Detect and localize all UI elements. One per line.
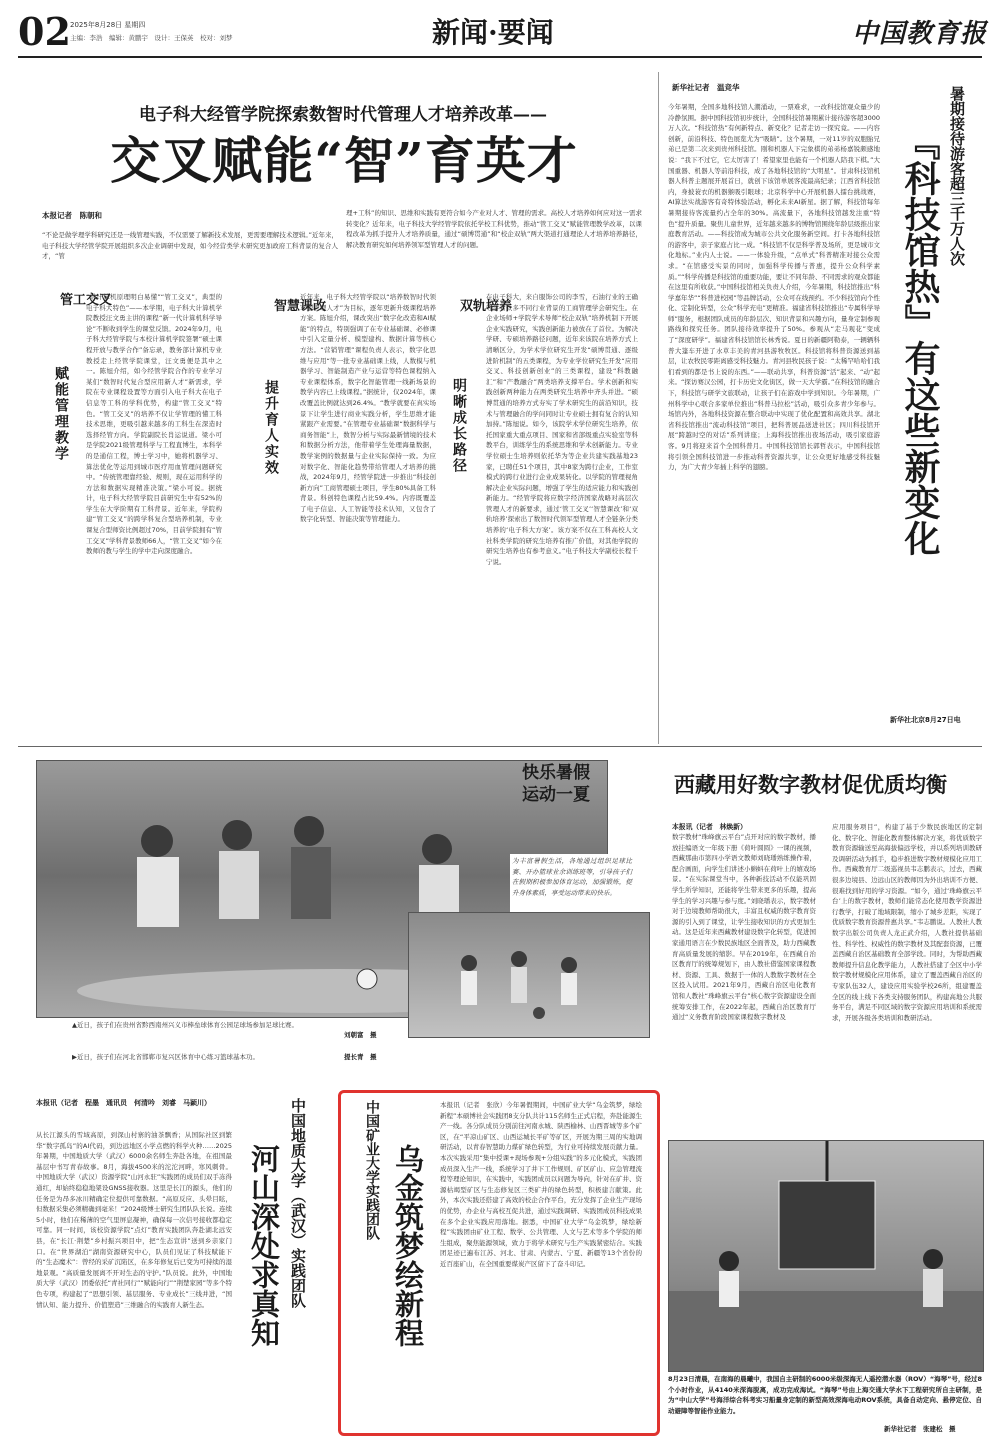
player-shirt — [291, 847, 331, 919]
rov-frame — [779, 1181, 875, 1269]
section-title: 新闻·要闻 — [432, 16, 554, 49]
lead-kicker: 电子科大经管学院探索数智时代管理人才培养改革—— — [139, 105, 547, 125]
rov-caption: 8月23日清晨，在南海的晨曦中，我国自主研制的6000米级深海无人遥控潜水器（ROV）“海琴”号，经过8个小时作业，从4140米深海脱离，成功完成海试。“海琴”号由上海交通大学水下工程研究所自主研制，是为“中山大学”号海洋综合科考实习船量身定制的新型高效深海电动ROV系统，具备自动定向、悬停定位、自动避障等智能作业能力。 — [668, 1375, 982, 1415]
sub3-body: 在电子科大，来自服饰公司的李雪，石油行业的王确等学者众多不同行业背景的工商管理学会研究生。在企业场师+学院学术导师“校企双轨”培养机制下开展企业实践研究，实践创新能力被放在了首位。为解决学研、专硕培养路径问题，近年来该院在培养方式上清晰区分，为学术学位研究生开发“硕博贯通、逐级进阶机制”的五类课程，为专业学位研究生开发“应用交叉、科技创新创业”的三类课程，建设“科教融汇”和“产教融合”两类培养支撑平台。学术创新和实践创新两种能力在两类研究生培养中齐头并进。“硕博贯通的培养方式夯实了学术研究生的前沿知识，技术与管理融合的学问同时让专业硕士拥有复合的认知加持。”陈旭说。如今，该院学术学位研究生培养，依托国家重大重点项目、国家和省部级重点实验室等科教平台，训练学生的系统思维和学术创新能力。专业学位硕士生培养则依托华为等企业共建实践基地23家，已聘任51个项目，其中8家为跨行企业，工作室模式的跨行业进行企业成果转化。以学院的管理视角解决企业实际问题，增强了学生的适应能力和实践创新能力。“经管学院将应数字经济国家战略对高层次管理人才的新要求，通过‘管工交叉’‘智慧课改’和‘双轨培养’探索出了数智时代领军型管理人才全链条分类培养的‘电子科大方案’。该方案不仅在工科高校人文社科类学院的研究生培养有推广价值，对其他学院的研究生培养也有参考意义。”电子科技大学副校长程千宁说。 — [486, 293, 638, 566]
tibet-body-right: 应用服务项目”，构建了基于少数民族地区的定制化、数字化、智能化教育整体解决方案，将优质数字教育资源输送至高海拔偏远学校，并以系列培训教研及调研活动为抓手，稳步推进数字教材规模化应用工作。西藏教育厅二级巡视员韦志鹏表示，过去，西藏很多边境县、边远山区的教师因为外出培训不方便、很难找到好用的学习资源。“如今，通过‘珠峰旗云平台’上的数字教材，教师们能常态化使用教学资源进行教学，打破了地域限制，缩小了城乡差距，实现了优质数字教育资源普惠共享。”韦志鹏说。人教社人教数字出版公司负责人龙正武介绍，人教社提供基础性、科学性、权威性的数字教材及其配套资源，已覆盖西藏自治区基础教育全部学段。同时，为帮助西藏教师提升信息化教学能力，人教社搭建了全区中小学数字教材规模化应用体系，建立了覆盖西藏自治区的专家队伍32人，建设应用实验学校26所，组建覆盖全区的线上线下各类支持服务团队，构建高地公共服务平台，满足不同区域的数字资源应用培训和系统需求，开展各级各类培训和教研活动。 — [832, 823, 982, 1022]
sub3-title: 明晰成长路径 — [451, 378, 467, 474]
sub1-body: “讲计算机原理明白易懂”“管工交叉”，典型的电子科大特色”——本学期，电子科大计算机学院教授汪文勇主讲的课程“新一代计算机科学导论”不断收到学生的课堂反馈。2024年9月，电子科大经管学院与本校计算机学院签署“硕士课程开放与教学合作”备忘录，教务部计算机专业教授走上经管学院课堂，汪文勇便是其中之一。陈旭介绍，如今经管学院合作的专业学习某们“数智时代复合型应用新人才”新需求，学院在专业课程设置等方面引入电子科大在电子信息等工科的学科优势，构建“管工交叉”特色。“管工交叉”的培养不仅让学管理的懂工科技术思维，更吸引越来越多的工科生在深造时选择经管方向。学院副院长肖运说道。梁小可是学院2021级管理科学与工程直博生，本科学的是通信工程，博士学习中，她将机器学习、算法优化等运用到城市医疗用血管理问题研究中。“传统管理靠经验、规则，现在运用科学的方法和数据实现精准决策。”梁小可说。据统计，电子科大经管学院目前研究生中有52%的学生在大学阶期有工科背景。近年来，学院构建“管工交叉”的跨学科复合型培养机制，专业课复合型师资比例超过70%，目前学院拥有“管工交叉”学科背景教师66人，“管工交叉”如今在教师的教与学生的学中走向深度融合。 — [86, 293, 222, 556]
sub2-title: 提升育人实效 — [263, 380, 279, 476]
date-text: 2025年8月28日 — [70, 21, 123, 29]
player-head — [294, 816, 324, 846]
sub1-body-cont — [36, 518, 222, 678]
photo-feature-title-2: 运动一夏 — [522, 785, 590, 805]
photo-feature-caption: 为丰富暑假生活，各地通过组织足球比赛、开办篮球业余训练班等，引导孩子们在假期积极参加体育运动，加强锻炼，提升身体素质，享受运动带来的快乐。 — [510, 854, 634, 922]
cumt-headline: 乌金筑梦绘新程 — [391, 1144, 425, 1347]
football-ball — [357, 969, 377, 989]
page-number: 02 — [18, 9, 71, 54]
photo-credit-top: 刘朝富 摄 — [344, 1031, 377, 1039]
right-byline: 新华社记者 温竞华 — [672, 83, 740, 92]
right-kicker: 暑期接待游客超三千万人次 — [948, 86, 966, 266]
sub1-title: 赋能管理教学 — [53, 366, 69, 462]
sub1-tag: 管工交叉 — [60, 293, 113, 308]
player-head — [422, 834, 452, 864]
photo-caption-top — [72, 1020, 404, 1030]
weekday-text: 星期四 — [124, 21, 146, 29]
player-head — [141, 825, 173, 857]
basketball-kids-graphic — [409, 913, 649, 1037]
wuhan-body: 从长江源头的雪域高原，到深山村寨的油茶飘香；从国际社区到繁华“数字孤岛”的AI代码，到边远地区小学点燃的科学火种……2025年暑期，中国地质大学（武汉）6000余名师生奔赴各地，在祖国最基层中书写青春故事。8月，海拔4500米的沱沱河畔，寒风刺骨。中国地质大学（武汉）资源学院“山河永驻”实践团的成员们双手冻得通红，却始终稳稳地架设GNSS接收器。这里是长江的源头，他们的任务是为昂多冰川精确定位提供可靠数据。“高原反应、头晕目眩，但数据采集必须精确到毫米！”2024级博士研究生团队队长说。连续5小时，他们在稀薄的空气里屏息凝神，确保每一次信号接收都稳定可靠。同一时间，该校资源学院“点灯”教育实践团队奔赴湖北远安县，在“长江·荆楚”乡村振兴项目中，把“生态宣讲”送到乡亲家门口。在“世界湖泊”湖南资源研究中心，队员们见证了科技赋能下的“生态魔术”：曾经的采矿沉陷区，在多年修复后已变为可持续的湿地景观。“高质量发展离不开对生态的守护。”队员说。此外，中国地质大学（武汉）团委依托“青社同行”“赋能向行”“荆楚家园”等多个特色专项，构建起了“思想引领、基层服务、专业成长”三线并进，“国情认知、能力提升、价值塑造”三维融合的实践育人新生态。 — [36, 1131, 232, 1309]
sub2-tag: 智慧课改 — [274, 299, 327, 314]
photo-feature-title-1: 快乐暑假 — [522, 763, 590, 783]
column-divider — [658, 72, 659, 744]
lead-headline: 交叉赋能“智”育英才 — [110, 131, 578, 190]
issue-date — [70, 20, 145, 30]
right-body: 今年暑期，全国多地科技馆人潮涌动，一票难求，一改科技馆观众量少的冷静氛围。据中国科技馆初步统计，全国科技馆暑期累计接待游客超3000万人次。“科技馆热”有何新特点、新变化？记者走访一探究竟。——内容创新，前沿科技、特色展览尤为“吸睛”。这个暑期，一对11岁的双胞胎兄弟已是第二次来到贵州科技馆。刚和机器人下完象棋的弟弟杨嘉锐颇感地说：“我下不过它，它太厉害了！希望家里也能有一个机器人陪我下棋。”大国重器、机器人等前沿科技，成了各地科技馆的“大明星”。甘肃科技馆机器人科普主题展开展首日，就创下该馆单展客流最高纪录；江西省科技馆内，身披蓑衣的机器猴吸引眼球；北京科学中心开展机器人擂台挑战赛，AI算法实战游客有奇特体验活动，孵化未来AI新星。据了解，科技馆每年暑期接待客流量约占全年的30%。高流量下，各地科技馆越发注重“特色”提升质量。聚焦儿童世界，近年越来越多的博物馆围绕年龄层级推出家庭教育活动。——科技馆成为城市公共文化服务新空间。打卡各地科技馆的游客中，亲子家庭占比一成。“科技馆不仅是科学普及场所，更是城市文化地标。”业内人士说。——一体验升级，“点单式”科普精准对接公众需求。“在馆感受实景的同时，加强科学传播与普惠，提升公众科学素质。”“科学传播是科技馆的重要功能，要让不同年龄、不同需求的观众都能在这里有所收获。”中国科技馆相关负责人介绍，今年暑期，科技馆推出“科学嘉年华”“科普进校园”等品牌活动，公众可在线预约。不少科技馆向个性化、定制化转型，公众“科学充电”更精准。福建省科技馆推出“专属科学导师”服务，根据团队成员的年龄层次、知识背景和兴趣方向，量身定制参观路线和探究任务。团队接待效率提升了50%。参观从“走马观花”变成了“深度研学”。福建省科技馆馆长林秀说。夏日的新疆阿勒泰，一辆辆科普大篷车开进了水草丰美的青河县游牧牧区。科技馆将科普资源送到基层，让农牧民零距离感受科技魅力。青河县牧民孩子说：“太稀罕哈哈们我们看到的都是书上说的东西。”——联动共享，科普资源“活”起来、“动”起来。“探访赛汉公园，打卡历史文化街区，做一天大学霸。”在科技馆的融合下，科技馆与研学文旅联动，让孩子们在游戏中学到知识。今年暑期，广州科学中心联合多家单位推出“科普马拉松”活动，吸引众多青少年参与。场馆内外，各地科技资源在整合联动中实现了优化配置和高效共享。湖北省科技馆推出“流动科技馆”项目，把科普展品送进社区；四川科技馆开展“跨越时空的对话”系列讲座；上海科技馆推出夜场活动，吸引家庭游客。9月将迎来首个全国科普月。中国科技馆馆长郭哲表示，中国科技馆将引领全国科技馆进一步推动科普资源共享，让公众更好地感受科技魅力，为广大青少年插上科学的翅膀。 — [668, 103, 880, 472]
caption-top-text: ▲近日，孩子们在贵州省黔西南州兴义市棒垒球体育公园足球场参加足球比赛。 — [72, 1021, 298, 1029]
cumt-tag: 中国矿业大学实践团队 — [364, 1100, 380, 1240]
lead-bottom-rule — [18, 746, 982, 747]
basketball-photo — [408, 912, 650, 1038]
crew-member — [923, 1249, 943, 1269]
staff-credits: 主编：李浩 编辑：黄鹏宇 设计：王保英 校对：刘梦 — [70, 34, 233, 42]
sub3-tag: 双轨培养 — [460, 299, 513, 314]
player-head — [222, 820, 252, 850]
tibet-headline: 西藏用好数字教材促优质均衡 — [674, 772, 947, 797]
player-shirt — [219, 851, 259, 919]
rov-credit: 新华社记者 张建松 摄 — [884, 1425, 956, 1433]
tibet-body-left: 数字教材“珠峰旗云平台”点开对应的数字教材，播放挂编语文一年级下册《荷叶圆圆》一课的视频，西藏那曲市第四小学语文教师刘晓璠熟练操作着，配合画面，向学生们讲述小蝌蚪在荷叶上的嬉戏场景。“在实际课堂当中，各种新技活动不仅能巩固学生所学知识，还能将学生带来更多的乐趣，提高学生的学习兴趣与参与度。”刘晓璠表示，数字教材对于边境教师帮助很大，丰富且权威的数字教育资源的引入到了课堂，让学生接收知识的方式更加生动。这是近年来西藏教材建设数字化转型，促进国家通用语言在少数民族地区全面普及，助力西藏教育高质量发展的缩影。早在2019年，在西藏自治区教育厅的统筹规划下，由人教社借鉴国家课程教材、资源、工具、数据于一体的人教数字教材在全区投入试用。2021年9月，西藏自治区电化教育馆和人教社“珠峰旗云平台”核心数字资源建设全面统筹安排工作，在2022年起，西藏自治区教育厅通过“义务教育阶段国家课程数字教材及 — [672, 833, 816, 1022]
photo-caption-bottom: ▶近日，孩子们在河北省邯郸市复兴区体育中心练习篮球基本功。 — [72, 1053, 259, 1061]
lead-intro-left: “不论是做学理学科研究还是一线管理实践，不仅需要了解新技术发展，更需要理解技术逻辑。”近年来，电子科技大学经管学院开展组织多次企业调研中发现，如今经营类学术研究更加政府工科背景的复合人才，“管 — [42, 231, 338, 261]
right-headline: 『科技馆热』有这些新变化 — [899, 124, 941, 556]
right-credit: 新华社北京8月27日电 — [890, 716, 961, 724]
cumt-body: 本报讯（记者 张欣）今年暑假期间，中国矿业大学“乌金筑梦，绿绘新程”本硕博社会实践团8支分队共计115名师生正式启程，奔赴能源生产一线。各分队成员分别前往河南永城、陕西榆林、山西晋城等多个矿区，在“平凉山矿区、山西运城长平矿等矿区，开展为期三周的实地调研活动，以青春智慧助力煤矿绿色转型，为行业可持续发展贡献力量。本次实践采用“集中授课+现场参观+分组实践”的多元化模式，实践团成员深入生产一线，系统学习了井下工作规则、矿区矿山、应急管理流程等理论知识，在实践中，实践团成员以问题为导向，针对在矿井、资源枯竭型矿区与生态修复区三类矿井的绿色转型，积极建言献策。此外，本次实践还搭建了高效的校企合作平台，充分发挥了企业生产现场的优势，办企业与高校互促共进，通过实践调研、实践团成员科技成果在多个企业实践应用落地。据悉，中国矿业大学“乌金筑梦，绿绘新程”实践团由矿业工程、数学、公共管理、人文与艺术等多个学院的师生组成，聚焦能源领域，致力于将学术研究与生产实践紧密结合。实践团足迹已遍布江苏、河北、甘肃、内蒙古、宁夏、新疆等13个省份的近百座矿山，在全国重要煤炭产区留下了奋斗印记。 — [440, 1101, 642, 1268]
wuhan-headline: 河山深处求真知 — [247, 1144, 281, 1347]
rov-photo — [668, 1140, 984, 1372]
player-shirt — [137, 857, 179, 927]
wuhan-tag: 中国地质大学（武汉）实践团队 — [289, 1098, 307, 1308]
lead-byline: 本报记者 陈朝和 — [42, 211, 102, 220]
photo-credit-bottom: 提长青 摄 — [344, 1053, 377, 1061]
wuhan-byline: 本报讯（记者 程墨 通讯员 何清吟 刘睿 马颖川） — [36, 1099, 211, 1107]
rov-vehicle-graphic — [669, 1141, 983, 1371]
newspaper-logo: 中国教育报 — [852, 19, 988, 49]
crew-member — [719, 1251, 739, 1271]
tibet-byline: 本报讯（记者 林焕新） — [672, 823, 747, 831]
sub2-body: 近年来，电子科大经管学院以“培养数智时代领军型管理人才”为目标，逐年更新升级课程培养方案。陈旭介绍，课改突出“数字化改造和AI赋能”的特点，特别强调了在专业基础课、必修课中引入定量分析、模型建构、数据计算等核心方法。“营销管理”课程负责人表示，数字化思维与应用“等一批专业基础课上线，人数模与机器学习、智能制造产业与运营等特色课程纳入专业课程体系，数字化智能管理一线新场景的教学内容已上线课程。”据统计，仅2024年，课改覆盖比例就达到26.4%。“教学就要在真实场景下让学生进行商业实践分析，学生思维才能紧跟产业需要。”在管理专业基础课“数据科学与商务智能”上，数智分析与实际最新情境的技术和数据分析方法，他带着学生处理海量数据，教学案例的数据量与企业实际保持一致。为应对数字化、智能化趋势带给管理人才培养的挑战，2024年9月，经管学院进一步推出“科技创新方向”工商管理硕士项目，学生80%具备工科背景。科创特色课程占比59.4%。内容既覆盖了电子信息、人工智能等技术认知，又包含了数字化转型、智能决策等管理能力。 — [300, 293, 436, 524]
masthead-rule — [18, 56, 982, 58]
lead-intro-right: 理+工科”的知识、思维和实践有更符合如今产业对人才、管理的需求。高校人才培养如何应对这一需求转变化？近年来，电子科技大学经管学院依托学校工科优势，推动“管工交叉”赋能管理教学改革，以课程改革为抓手提升人才培养质量，通过“硕博贯通”和“校企双轨”两大渠道打通理论人才培养培养路径，解决教育研究如何培养领军型管理人才的问题。 — [346, 209, 642, 249]
